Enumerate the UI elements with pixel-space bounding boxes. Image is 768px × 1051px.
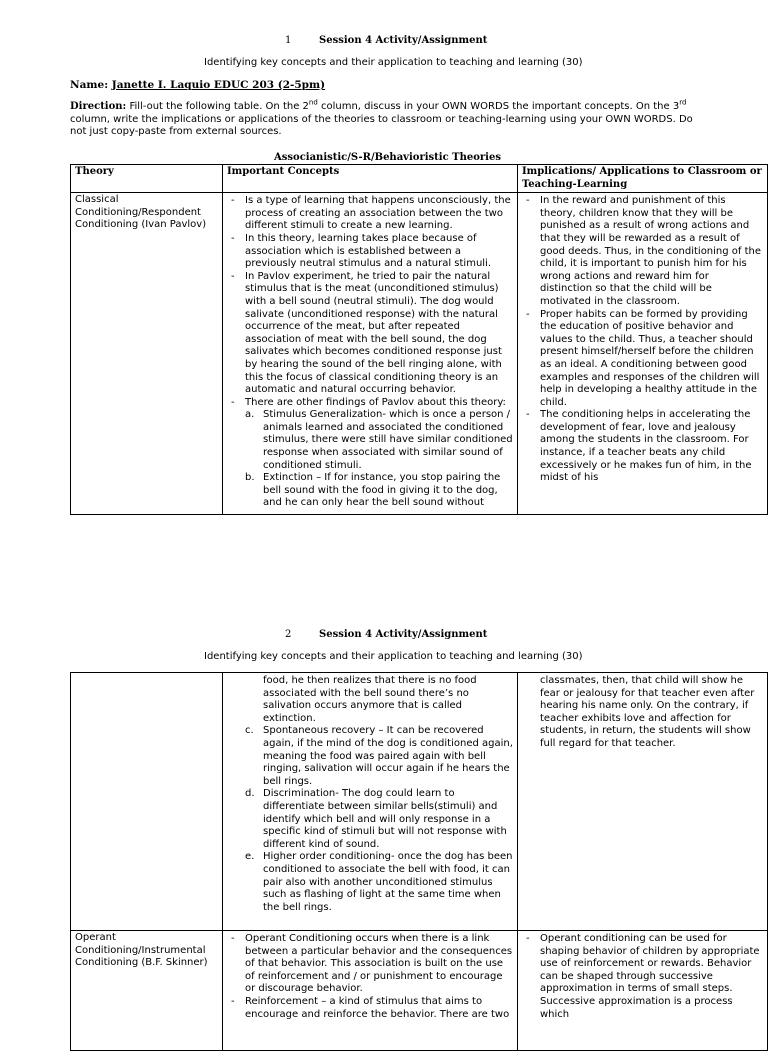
direction-paragraph: [70, 98, 700, 139]
page-subtitle-2: Identifying key concepts and their application to teaching and learning (30): [204, 651, 583, 662]
list-item: - Is a type of learning that happens unconsciously, the process of creating an association between the two different stimuli to create a new learning.: [227, 195, 513, 233]
findings-list: [227, 725, 513, 914]
name-label: Name:: [70, 79, 109, 91]
list-marker: a.: [245, 409, 255, 421]
page-subtitle-1: Identifying key concepts and their application to teaching and learning (30): [204, 57, 583, 68]
page-number-1: 1: [285, 35, 292, 46]
concepts-cell: [223, 193, 518, 515]
concepts-list: [227, 195, 513, 510]
list-item: [227, 397, 513, 510]
table-header-row: [71, 165, 768, 193]
list-item: [245, 409, 513, 472]
implications-continued: classmates, then, that child will show he fear or jealousy for that teacher even after hearing his name only. On the contrary, if teacher exhibits love and affection for students, in return, the students will show full regard for that teacher.: [540, 675, 755, 749]
implications-list: [522, 195, 763, 485]
theory-cell: [71, 673, 223, 931]
page-title-1: Session 4 Activity/Assignment: [319, 35, 488, 46]
list-item: [245, 472, 513, 510]
list-marker: b.: [245, 472, 255, 484]
direction-sup-1: nd: [308, 98, 318, 107]
list-item: - Operant Conditioning occurs when there is a link between a particular behavior and the consequences of that behavior. This association is built on the use of reinforcement and / or punishment to encourage or discourage behavior.: [227, 933, 513, 996]
list-marker: e.: [245, 851, 255, 863]
finding-text: Stimulus Generalization- which is once a person / animals learned and associated the conditioned stimulus, there were still have similar conditioned response when associated with similar sound of conditioned stimuli.: [263, 409, 513, 471]
finding-text: Spontaneous recovery – It can be recovered again, if the mind of the dog is conditioned again, meaning the food was paired again with bell ringing, salivation will occur again if he hears the bell rings.: [263, 725, 513, 787]
findings-intro: There are other findings of Pavlov about this theory:: [245, 396, 506, 408]
table-row: [71, 931, 768, 1051]
concepts-cell: [223, 673, 518, 931]
theories-table-page-1: [70, 164, 768, 515]
table-row: [71, 673, 768, 931]
theory-cell: Classical Conditioning/Respondent Conditioning (Ivan Pavlov): [71, 193, 223, 515]
implications-cell: [518, 931, 768, 1051]
list-item: [245, 788, 513, 851]
list-item: - In this theory, learning takes place because of association which is established between a previously neutral stimulus and a natural stimuli.: [227, 233, 513, 271]
findings-list: [245, 409, 513, 510]
list-item: - In Pavlov experiment, he tried to pair the natural stimulus that is the meat (unconditioned stimulus) with a bell sound (neutral stimuli). The dog would salivate (unconditioned response) with the natural occurrence of the meat, but after repeated association of meat with the bell sound, the dog salivates which becomes conditioned response just by hearing the sound of the bell ringing alone, with this the focus of classical conditioning theory is an automatic and natural occurring behavior.: [227, 271, 513, 397]
list-marker: d.: [245, 788, 255, 800]
implications-cell: [518, 673, 768, 931]
page-title-2: Session 4 Activity/Assignment: [319, 629, 488, 640]
direction-text-3: column, write the implications or applications of the theories to classroom or teaching-learning using your OWN WORDS. Do not just copy-paste from external sources.: [70, 113, 693, 138]
list-item: [245, 725, 513, 788]
name-line: [70, 79, 325, 92]
direction-label: Direction:: [70, 101, 127, 112]
header-implications: Implications/ Applications to Classroom or Teaching-Learning: [518, 165, 768, 193]
theory-cell: Operant Conditioning/Instrumental Conditioning (B.F. Skinner): [71, 931, 223, 1051]
table-row: [71, 193, 768, 515]
list-item: - In the reward and punishment of this theory, children know that they will be punished as a result of wrong actions and that they will be rewarded as a result of good deeds. Thus, in the conditioning of the child, it is important to punish him for his wrong actions and reward him for distinction so that the child will be motivated in the classroom.: [522, 195, 763, 308]
table-caption: Associanistic/S-R/Behavioristic Theories: [274, 152, 501, 163]
finding-text: Discrimination- The dog could learn to differentiate between similar bells(stimuli) and identify which bell and will only response in a specific kind of stimuli but will not response with different kind of sound.: [263, 788, 507, 850]
list-item: - Reinforcement – a kind of stimulus that aims to encourage and reinforce the behavior. There are two: [227, 996, 513, 1021]
list-item: - The conditioning helps in accelerating the development of fear, love and jealousy among the students in the classroom. For instance, if a teacher beats any child excessively or he makes fun of him, in the midst of his: [522, 409, 763, 485]
page-number-2: 2: [285, 629, 292, 640]
concepts-list: [227, 933, 513, 1021]
list-marker: c.: [245, 725, 254, 737]
direction-text-2: column, discuss in your OWN WORDS the important concepts. On the 3: [317, 101, 680, 112]
implications-list: [522, 933, 763, 1021]
concepts-cell: [223, 931, 518, 1051]
finding-text: Higher order conditioning- once the dog has been conditioned to associate the bell with food, it can pair also with another unconditioned stimulus such as flashing of light at the same time when the bell rings.: [263, 851, 513, 913]
header-concepts: Important Concepts: [223, 165, 518, 193]
list-item: [245, 851, 513, 914]
name-value: Janette I. Laquio EDUC 203 (2-5pm): [111, 79, 326, 91]
theories-table-page-2: [70, 672, 768, 1051]
direction-text-1: Fill-out the following table. On the 2: [129, 101, 309, 112]
implications-cell: [518, 193, 768, 515]
header-theory: Theory: [71, 165, 223, 193]
extinction-continued: food, he then realizes that there is no food associated with the bell sound there’s no salivation occurs anymore that is called extinction.: [263, 675, 477, 724]
list-item: - Proper habits can be formed by providing the education of positive behavior and values to the child. Thus, a teacher should present himself/herself before the children as an ideal. A conditioning between good examples and responses of the children will help in developing a healthy attitude in the child.: [522, 309, 763, 410]
finding-text: Extinction – If for instance, you stop pairing the bell sound with the food in giving it to the dog, and he can only hear the bell sound without: [263, 472, 501, 509]
direction-sup-2: rd: [679, 98, 687, 107]
list-item: - Operant conditioning can be used for shaping behavior of children by appropriate use of reinforcement or rewards. Behavior can be shaped through successive approximation in terms of small steps. Successive approximation is a process which: [522, 933, 763, 1021]
